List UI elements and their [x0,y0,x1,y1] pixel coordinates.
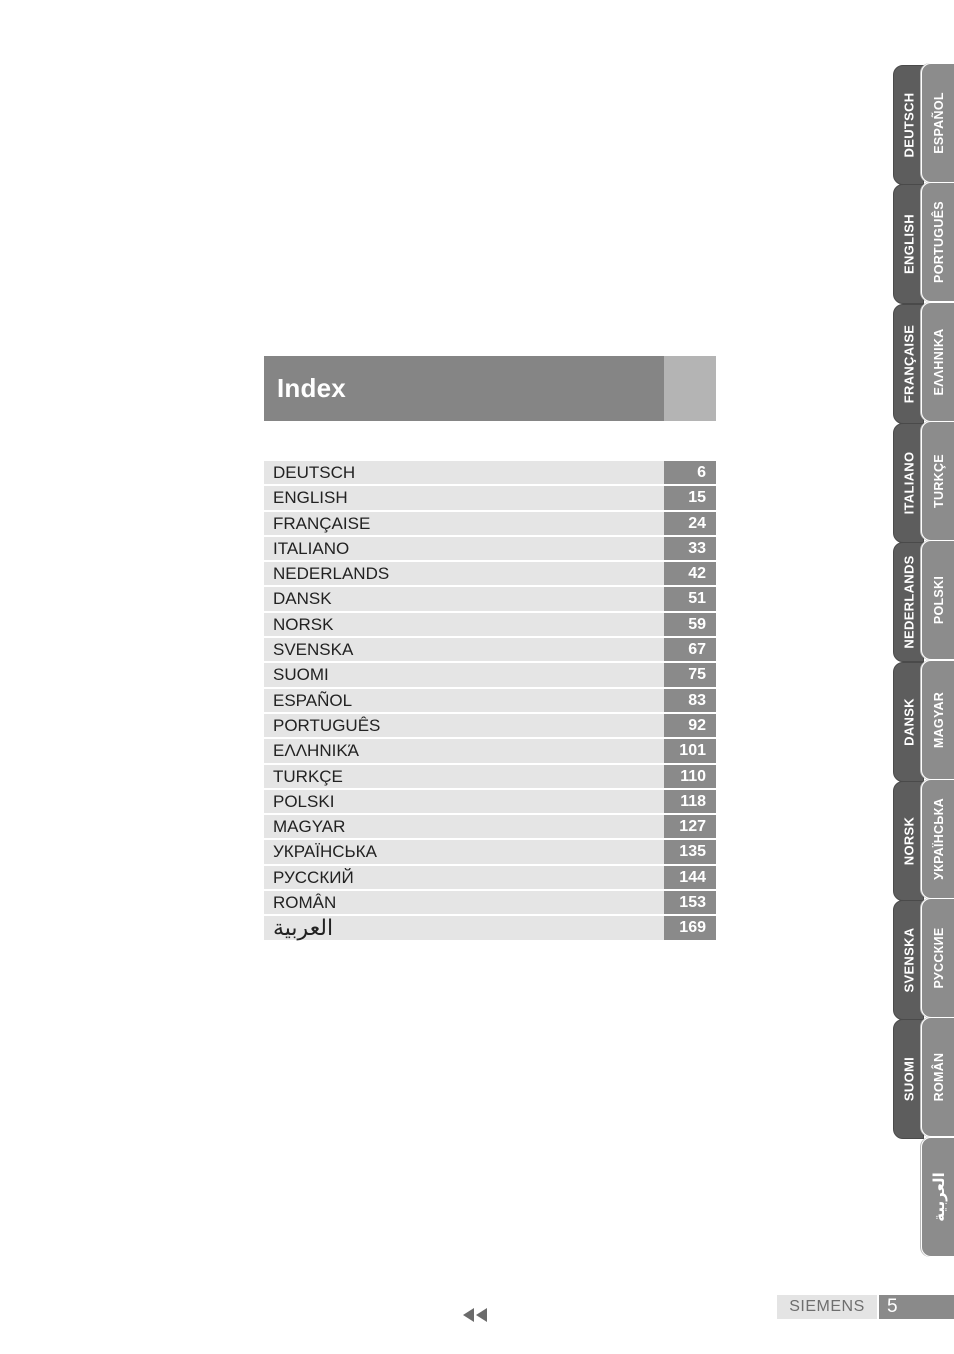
side-tab-alt-1[interactable] [921,182,954,302]
index-language-label: PORTUGUÊS [264,714,664,737]
back-navigation[interactable] [463,1308,487,1322]
index-row[interactable] [264,613,716,636]
side-tab-label: РУССКИЕ [931,927,946,989]
header-corner-block [664,356,716,421]
index-language-label: POLSKI [264,790,664,813]
index-page-number: 24 [664,512,716,535]
index-page-number: 42 [664,562,716,585]
side-tab-label: ESPAÑOL [931,92,946,154]
side-tab-5[interactable] [893,662,924,782]
index-page-number: 118 [664,790,716,813]
index-language-label: NORSK [264,613,664,636]
index-language-label: العربية [264,916,664,939]
index-language-label: SUOMI [264,663,664,686]
index-language-label: DEUTSCH [264,461,664,484]
side-tab-label: DANSK [901,697,916,746]
side-tab-label: FRANÇAISE [901,324,916,403]
index-row[interactable] [264,486,716,509]
index-language-label: ROMÂN [264,891,664,914]
index-page-number: 92 [664,714,716,737]
side-tab-label: POLSKI [931,576,946,625]
index-language-label: РУССКИЙ [264,866,664,889]
side-tab-label: TURKÇE [931,453,946,508]
side-tab-2[interactable] [893,304,924,424]
index-row[interactable] [264,790,716,813]
index-row[interactable] [264,765,716,788]
side-tab-label: SVENSKA [901,927,916,993]
index-list [264,461,716,942]
index-row[interactable] [264,714,716,737]
index-page-number: 6 [664,461,716,484]
index-language-label: TURKÇE [264,765,664,788]
index-language-label: SVENSKA [264,638,664,661]
side-tab-4[interactable] [893,542,924,662]
index-page-number: 33 [664,537,716,560]
index-row[interactable] [264,562,716,585]
index-row[interactable] [264,587,716,610]
index-language-label: MAGYAR [264,815,664,838]
index-row[interactable] [264,638,716,661]
index-page-number: 169 [664,916,716,939]
left-arrow-icon[interactable] [463,1308,474,1322]
side-tab-label: ENGLISH [901,214,916,275]
page-number: 5 [879,1295,954,1319]
side-tab-label: العربية [930,1171,948,1222]
index-row[interactable] [264,840,716,863]
side-tab-label: MAGYAR [931,691,946,748]
index-row[interactable] [264,739,716,762]
index-page-number: 15 [664,486,716,509]
side-tab-alt-6[interactable] [921,779,954,899]
side-tab-3[interactable] [893,423,924,543]
index-page-number: 144 [664,866,716,889]
index-row[interactable] [264,512,716,535]
index-row[interactable] [264,537,716,560]
index-page-number: 59 [664,613,716,636]
side-tab-alt-3[interactable] [921,421,954,541]
index-row[interactable] [264,663,716,686]
side-tab-alt-8[interactable] [921,1017,954,1137]
index-language-label: ENGLISH [264,486,664,509]
side-tab-alt-4[interactable] [921,540,954,660]
side-tab-label: ITALIANO [901,451,916,515]
index-page-number: 51 [664,587,716,610]
index-page-number: 135 [664,840,716,863]
side-tab-alt-2[interactable] [921,302,954,422]
side-tab-0[interactable] [893,65,924,185]
index-language-label: DANSK [264,587,664,610]
side-tab-6[interactable] [893,781,924,901]
index-language-label: ITALIANO [264,537,664,560]
index-row[interactable] [264,866,716,889]
index-row[interactable] [264,689,716,712]
index-language-label: ESPAÑOL [264,689,664,712]
index-header [264,356,716,421]
index-language-label: FRANÇAISE [264,512,664,535]
side-tab-1[interactable] [893,184,924,304]
brand-label: SIEMENS [777,1295,877,1319]
index-language-label: NEDERLANDS [264,562,664,585]
side-tab-8[interactable] [893,1019,924,1139]
index-row[interactable] [264,891,716,914]
side-tab-label: ΕΛΛΗΝΙΚΑ [931,328,946,396]
index-language-label: ΕΛΛΗΝΙΚΆ [264,739,664,762]
index-page-number: 101 [664,739,716,762]
side-tab-alt-7[interactable] [921,898,954,1018]
index-page-number: 83 [664,689,716,712]
index-row[interactable] [264,916,716,939]
index-page-number: 127 [664,815,716,838]
index-row[interactable] [264,815,716,838]
index-page-number: 67 [664,638,716,661]
side-tab-label: NEDERLANDS [901,555,916,649]
index-page-number: 153 [664,891,716,914]
side-tab-alt-0[interactable] [921,63,954,183]
index-page-number: 110 [664,765,716,788]
page-title: Index [277,373,346,403]
side-tab-label: SUOMI [901,1057,916,1102]
side-tab-7[interactable] [893,900,924,1020]
side-tab-alt-9[interactable] [921,1137,954,1257]
side-tab-label: УКРАЇНСЬКА [931,797,946,880]
side-tab-alt-5[interactable] [921,660,954,780]
side-tab-label: PORTUGUÊS [931,201,946,284]
side-tab-label: DEUTSCH [901,92,916,158]
side-tab-label: ROMÂN [931,1053,946,1102]
index-row[interactable] [264,461,716,484]
index-language-label: УКРАЇНСЬКА [264,840,664,863]
side-tab-label: NORSK [901,816,916,866]
index-page-number: 75 [664,663,716,686]
left-arrow-icon[interactable] [476,1308,487,1322]
